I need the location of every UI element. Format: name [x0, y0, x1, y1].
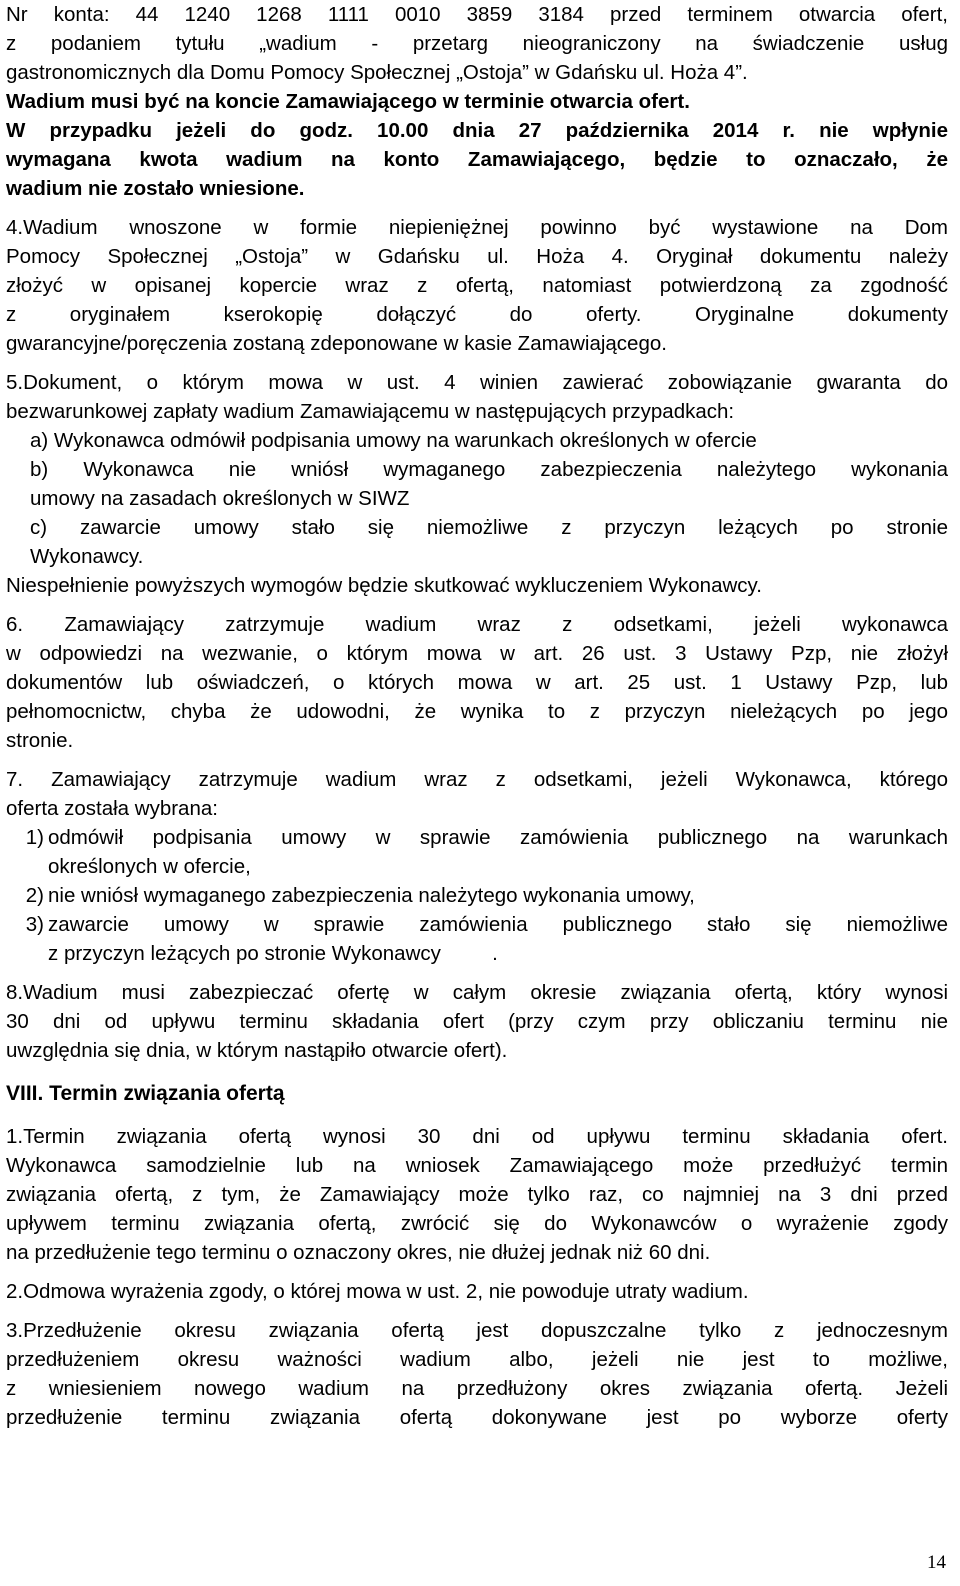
paragraph-8: [6, 978, 948, 1065]
text-line: bezwarunkowej zapłaty wadium Zamawiającemu w następujących przypadkach:: [6, 400, 735, 423]
text-line: Niespełnienie powyższych wymogów będzie skutkować wykluczeniem Wykonawcy.: [6, 574, 762, 597]
list-item: [6, 881, 948, 910]
list-number: 2): [25, 884, 44, 907]
text-line: 5.Dokument, o którym mowa w ust. 4 winien zawierać zobowiązanie gwaranta do: [6, 371, 948, 394]
page-number: 14: [927, 1552, 946, 1573]
text-line: w odpowiedzi na wezwanie, o którym mowa w art. 26 ust. 3 Ustawy Pzp, nie złożył: [6, 642, 948, 665]
text-line: dokumentów lub oświadczeń, o których mowa w art. 25 ust. 1 Ustawy Pzp, lub: [6, 671, 948, 694]
text-line: wymagana kwota wadium na konto Zamawiającego, będzie to oznaczało, że: [6, 148, 948, 171]
text-line: z wniesieniem nowego wadium na przedłużony okres związania ofertą. Jeżeli: [6, 1377, 948, 1400]
section-paragraph-1: [6, 1122, 948, 1267]
document-page: [6, 0, 948, 1432]
paragraph-6: [6, 610, 948, 755]
text-line: określonych w ofercie,: [48, 855, 251, 878]
text-line: 7. Zamawiający zatrzymuje wadium wraz z odsetkami, jeżeli Wykonawca, którego: [6, 768, 948, 791]
text-line: 3.Przedłużenie okresu związania ofertą jest dopuszczalne tylko z jednoczesnym: [6, 1319, 948, 1342]
list-item: [6, 823, 948, 881]
list-number: 3): [25, 913, 44, 936]
text-line: nie wniósł wymaganego zabezpieczenia należytego wykonania umowy,: [48, 884, 695, 907]
list-item: a) Wykonawca odmówił podpisania umowy na warunkach określonych w ofercie: [30, 429, 757, 452]
paragraph-account: [6, 0, 948, 203]
text-line: Pomocy Społecznej „Ostoja” w Gdańsku ul. Hoża 4. Oryginał dokumentu należy: [6, 245, 948, 268]
text-line: gwarancyjne/poręczenia zostaną zdeponowane w kasie Zamawiającego.: [6, 332, 667, 355]
text-line: Nr konta: 44 1240 1268 1111 0010 3859 3184 przed terminem otwarcia ofert,: [6, 3, 948, 26]
list-item: c) zawarcie umowy stało się niemożliwe z przyczyn leżących po stronie: [30, 516, 948, 539]
text-line: 1.Termin związania ofertą wynosi 30 dni od upływu terminu składania ofert.: [6, 1125, 948, 1148]
text-line: odmówił podpisania umowy w sprawie zamówienia publicznego na warunkach: [48, 826, 948, 849]
text-line: Wykonawca samodzielnie lub na wniosek Zamawiającego może przedłużyć termin: [6, 1154, 948, 1177]
text-line: pełnomocnictw, chyba że udowodni, że wynika to z przyczyn nieleżących po jego: [6, 700, 948, 723]
text-line: 4.Wadium wnoszone w formie niepieniężnej powinno być wystawione na Dom: [6, 216, 948, 239]
text-line: z oryginałem kserokopię dołączyć do oferty. Oryginalne dokumenty: [6, 303, 948, 326]
text-line: zawarcie umowy w sprawie zamówienia publicznego stało się niemożliwe: [48, 913, 948, 936]
section-paragraph-3: [6, 1316, 948, 1432]
text-line: 30 dni od upływu terminu składania ofert (przy czym przy obliczaniu terminu nie: [6, 1010, 948, 1033]
list-item-continuation: Wykonawcy.: [30, 545, 144, 568]
text-line: związania ofertą, z tym, że Zamawiający może tylko raz, co najmniej na 3 dni przed: [6, 1183, 948, 1206]
text-line: z podaniem tytułu „wadium - przetarg nieograniczony na świadczenie usług: [6, 32, 948, 55]
section-heading: VIII. Termin związania ofertą: [6, 1082, 285, 1105]
text-line: upływem terminu związania ofertą, zwrócić się do Wykonawców o wyrażenie zgody: [6, 1212, 948, 1235]
paragraph-4: [6, 213, 948, 358]
text-line: z przyczyn leżących po stronie Wykonawcy .: [48, 942, 498, 965]
paragraph-7: [6, 765, 948, 968]
text-line: oferta została wybrana:: [6, 797, 218, 820]
text-line: wadium nie zostało wniesione.: [6, 177, 305, 200]
paragraph-5: [6, 368, 948, 600]
text-line: 2.Odmowa wyrażenia zgody, o której mowa w ust. 2, nie powoduje utraty wadium.: [6, 1280, 749, 1303]
text-line: przedłużenie terminu związania ofertą dokonywane jest po wyborze oferty: [6, 1406, 948, 1429]
text-line: 8.Wadium musi zabezpieczać ofertę w całym okresie związania ofertą, który wynosi: [6, 981, 948, 1004]
text-line: na przedłużenie tego terminu o oznaczony okres, nie dłużej jednak niż 60 dni.: [6, 1241, 711, 1264]
list-item: b) Wykonawca nie wniósł wymaganego zabezpieczenia należytego wykonania: [30, 458, 948, 481]
text-line: W przypadku jeżeli do godz. 10.00 dnia 27 października 2014 r. nie wpłynie: [6, 119, 948, 142]
text-line: Wadium musi być na koncie Zamawiającego w terminie otwarcia ofert.: [6, 90, 690, 113]
section-paragraph-2: [6, 1277, 948, 1306]
list-item-continuation: umowy na zasadach określonych w SIWZ: [30, 487, 410, 510]
text-line: uwzględnia się dnia, w którym nastąpiło otwarcie ofert).: [6, 1039, 508, 1062]
text-line: 6. Zamawiający zatrzymuje wadium wraz z odsetkami, jeżeli wykonawca: [6, 613, 948, 636]
text-line: stronie.: [6, 729, 74, 752]
text-line: przedłużeniem okresu ważności wadium albo, jeżeli nie jest to możliwe,: [6, 1348, 948, 1371]
text-line: gastronomicznych dla Domu Pomocy Społecznej „Ostoja” w Gdańsku ul. Hoża 4”.: [6, 61, 748, 84]
text-line: złożyć w opisanej kopercie wraz z ofertą, natomiast potwierdzoną za zgodność: [6, 274, 948, 297]
list-item: [6, 910, 948, 968]
list-number: 1): [25, 826, 44, 849]
